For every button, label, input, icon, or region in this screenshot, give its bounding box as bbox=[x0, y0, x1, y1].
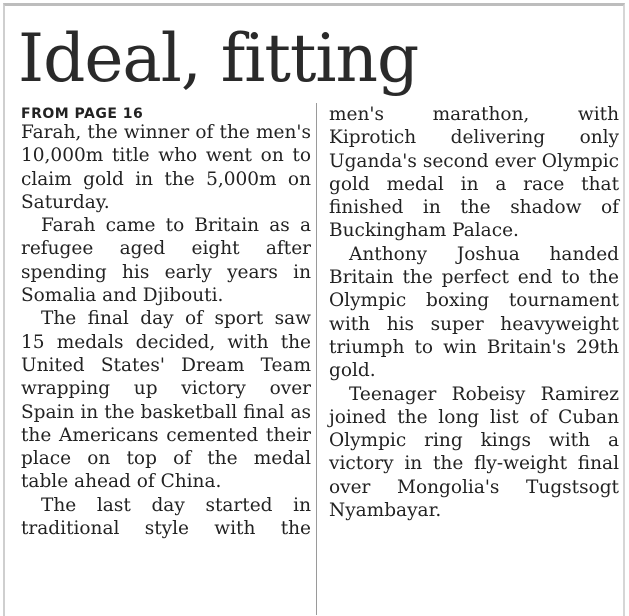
paragraph: Farah came to Britain as a refugee aged eight after spending his early years in Somalia and Djibouti. bbox=[21, 215, 311, 307]
paragraph: The final day of sport saw 15 medals decided, with the United States' Dream Team wrapping up victory over Spain in the basketball final as the Americans cemented their place on top of the medal table ahead of China. bbox=[21, 308, 311, 493]
paragraph: men's marathon, with Kiprotich delivering only Uganda's second ever Olympic gold medal in a race that finished in the shadow of Buckingham Palace. bbox=[329, 104, 619, 242]
paragraph: Anthony Joshua handed Britain the perfect end to the Olympic boxing tournament with his super heavyweight triumph to win Britain's 29th gold. bbox=[329, 243, 619, 382]
left-column bbox=[21, 103, 311, 540]
right-column bbox=[329, 103, 619, 522]
paragraph: The last day started in traditional style with the bbox=[21, 494, 311, 540]
headline: Ideal, fitting bbox=[18, 20, 419, 97]
kicker: FROM PAGE 16 bbox=[21, 106, 144, 122]
paragraph: Farah, the winner of the men's 10,000m title who went on to claim gold in the 5,000m on Saturday. bbox=[21, 122, 311, 213]
column-divider bbox=[316, 103, 317, 615]
paragraph: Teenager Robeisy Ramirez joined the long list of Cuban Olympic ring kings with a victory in the fly-weight final over Mongolia's Tugstsogt Nyambayar. bbox=[329, 383, 619, 522]
